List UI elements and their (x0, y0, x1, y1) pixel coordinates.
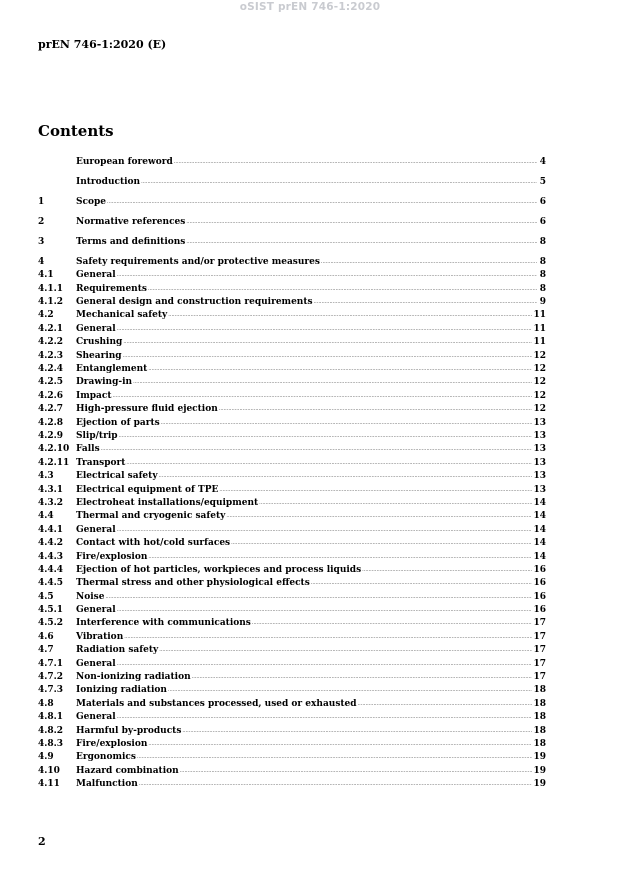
toc-entry-page: 18 (533, 738, 546, 749)
toc-entry-title: Electrical equipment of TPE (76, 484, 219, 495)
toc-entry-number: 4.2.4 (38, 364, 64, 375)
toc-entry[interactable] (38, 417, 546, 430)
toc-entry[interactable] (38, 350, 546, 363)
toc-entry-number: 4.2.3 (38, 350, 64, 361)
dot-leader (180, 764, 533, 778)
toc-entry-title: Thermal and cryogenic safety (76, 511, 226, 522)
dot-leader (311, 576, 533, 590)
toc-entry-title: Malfunction (76, 779, 138, 790)
page-number: 2 (38, 835, 46, 848)
toc-entry-number: 1 (38, 196, 45, 207)
dot-leader (117, 603, 533, 617)
toc-entry[interactable] (38, 658, 546, 671)
toc-entry-title: Noise (76, 591, 105, 602)
toc-entry-page: 17 (533, 645, 546, 656)
toc-entry-title: Harmful by-products (76, 725, 182, 736)
toc-entry-number: 4.7.1 (38, 658, 64, 669)
toc-entry-title: Ionizing radiation (76, 685, 167, 696)
dot-leader (159, 643, 532, 657)
toc-entry-number: 4.2.10 (38, 444, 70, 455)
toc-entry-title: Materials and substances processed, used or exhausted (76, 698, 357, 709)
toc-entry-number: 2 (38, 216, 45, 227)
toc-entry-number: 4.4.2 (38, 538, 64, 549)
toc-entry-page: 17 (533, 672, 546, 683)
dot-leader (141, 175, 537, 189)
toc-entry-title: Requirements (76, 283, 147, 294)
dot-leader (105, 590, 532, 604)
toc-entry-title: Slip/trip (76, 431, 118, 441)
dot-leader (123, 335, 532, 349)
toc-entry-page: 17 (533, 658, 546, 669)
dot-leader (219, 483, 532, 497)
toc-entry[interactable] (38, 256, 546, 269)
toc-entry-page: 9 (539, 297, 546, 308)
dot-leader (123, 349, 533, 363)
toc-entry[interactable] (38, 778, 546, 791)
toc-entry[interactable] (38, 390, 546, 403)
toc-entry-number: 4.3.1 (38, 484, 64, 495)
toc-entry-page: 16 (533, 591, 546, 602)
dot-leader (117, 657, 533, 671)
toc-entry[interactable] (38, 176, 546, 189)
dot-leader (362, 563, 532, 577)
toc-entry-number: 4.4.5 (38, 578, 64, 589)
toc-entry-page: 12 (533, 377, 546, 388)
toc-entry-page: 8 (539, 283, 546, 294)
toc-entry-page: 18 (533, 698, 546, 709)
toc-entry-title: Contact with hot/cold surfaces (76, 538, 231, 549)
toc-entry-title: Transport (76, 457, 126, 468)
toc-entry-number: 4 (38, 256, 45, 267)
toc-entry[interactable] (38, 484, 546, 497)
toc-entry[interactable] (38, 524, 546, 537)
toc-entry-title: Introduction (76, 176, 141, 187)
dot-leader (159, 469, 533, 483)
toc-entry-number: 4.2.7 (38, 404, 64, 415)
toc-entry-title: Fire/explosion (76, 551, 148, 562)
toc-entry-page: 13 (533, 471, 546, 482)
toc-entry-page: 11 (533, 323, 546, 334)
dot-leader (168, 308, 532, 322)
toc-entry-title: General (76, 658, 116, 669)
toc-entry-number: 4.2.6 (38, 390, 64, 401)
toc-entry[interactable] (38, 443, 546, 456)
toc-entry[interactable] (38, 725, 546, 738)
toc-entry[interactable] (38, 738, 546, 751)
toc-entry-title: Drawing-in (76, 377, 133, 388)
toc-entry-page: 8 (539, 236, 546, 247)
toc-entry[interactable] (38, 430, 546, 443)
toc-entry-page: 12 (533, 364, 546, 375)
toc-entry-number: 4.2.8 (38, 417, 64, 428)
dot-leader (133, 375, 532, 389)
toc-entry-page: 16 (533, 564, 546, 575)
toc-entry[interactable] (38, 269, 546, 282)
toc-entry-page: 12 (533, 404, 546, 415)
toc-entry[interactable] (38, 236, 546, 249)
toc-entry-number: 4.8.1 (38, 712, 64, 723)
toc-entry-title: Fire/explosion (76, 738, 148, 749)
dot-leader (186, 235, 537, 249)
toc-entry[interactable] (38, 631, 546, 644)
toc-entry-page: 17 (533, 618, 546, 629)
toc-entry-number: 4.9 (38, 752, 54, 763)
toc-entry-page: 12 (533, 390, 546, 401)
toc-entry-title: Thermal stress and other physiological effects (76, 578, 310, 589)
toc-entry[interactable] (38, 323, 546, 336)
toc-entry-title: Safety requirements and/or protective measures (76, 256, 320, 267)
toc-entry[interactable] (38, 156, 546, 169)
toc-entry-number: 4.4.4 (38, 564, 64, 575)
toc-entry-title: General (76, 605, 116, 616)
toc-entry-page: 18 (533, 712, 546, 723)
toc-entry-title: Hazard combination (76, 765, 179, 776)
toc-entry-page: 18 (533, 685, 546, 696)
dot-leader (126, 456, 532, 470)
toc-entry-title: Crushing (76, 337, 123, 348)
toc-entry-title: Mechanical safety (76, 310, 168, 321)
dot-leader (124, 630, 532, 644)
toc-entry[interactable] (38, 283, 546, 296)
dot-leader (113, 389, 533, 403)
toc-entry-page: 12 (533, 350, 546, 361)
toc-entry[interactable] (38, 403, 546, 416)
toc-entry[interactable] (38, 216, 546, 229)
toc-entry-number: 4.1.1 (38, 283, 64, 294)
toc-entry-page: 6 (539, 196, 546, 207)
toc-entry-page: 13 (533, 417, 546, 428)
toc-entry-title: Impact (76, 390, 112, 401)
toc-entry[interactable] (38, 577, 546, 590)
toc-entry-number: 4.4 (38, 511, 54, 522)
toc-entry[interactable] (38, 336, 546, 349)
toc-entry-number: 4.2.1 (38, 323, 64, 334)
dot-leader (139, 777, 533, 791)
toc-entry-title: Non-ionizing radiation (76, 672, 191, 683)
toc-entry-number: 4.10 (38, 765, 60, 776)
toc-entry-page: 19 (533, 752, 546, 763)
dot-leader (186, 215, 537, 229)
toc-entry-number: 4.5.1 (38, 605, 64, 616)
toc-entry-number: 4.7.3 (38, 685, 64, 696)
toc-entry-page: 4 (539, 157, 546, 167)
toc-entry-number: 4.2.11 (38, 457, 70, 468)
dot-leader (101, 442, 533, 456)
dot-leader (148, 550, 532, 564)
toc-entry-title: Ejection of parts (76, 417, 160, 428)
toc-entry-number: 4.8.2 (38, 725, 64, 736)
toc-entry-page: 6 (539, 216, 546, 227)
toc-entry-title: Ejection of hot particles, workpieces and process liquids (76, 564, 362, 575)
toc-entry[interactable] (38, 644, 546, 657)
toc-entry-page: 18 (533, 725, 546, 736)
toc-entry-title: General (76, 270, 116, 281)
dot-leader (148, 282, 537, 296)
toc-entry[interactable] (38, 196, 546, 209)
document-id: prEN 746-1:2020 (E) (38, 38, 167, 51)
toc-entry[interactable] (38, 309, 546, 322)
toc-entry-page: 5 (539, 176, 546, 187)
toc-entry-page: 17 (533, 631, 546, 642)
toc-entry-title: Normative references (76, 216, 186, 227)
dot-leader (321, 255, 537, 269)
dot-leader (161, 416, 533, 430)
toc-entry-number: 4.4.1 (38, 524, 64, 535)
toc-entry[interactable] (38, 470, 546, 483)
dot-leader (358, 697, 533, 711)
toc-entry-page: 8 (539, 256, 546, 267)
toc-entry-title: Vibration (76, 631, 124, 642)
toc-entry-number: 4.7 (38, 645, 54, 656)
toc-entry[interactable] (38, 564, 546, 577)
toc-entry-number: 4.7.2 (38, 672, 64, 683)
toc-entry-page: 19 (533, 765, 546, 776)
dot-leader (231, 536, 532, 550)
toc-entry[interactable] (38, 376, 546, 389)
dot-leader (117, 710, 533, 724)
toc-entry[interactable] (38, 363, 546, 376)
toc-entry[interactable] (38, 751, 546, 764)
toc-entry-title: General design and construction requirements (76, 297, 313, 308)
toc-entry-number: 4.8.3 (38, 738, 64, 749)
toc-entry[interactable] (38, 684, 546, 697)
watermark: oSIST prEN 746-1:2020 (239, 1, 381, 13)
dot-leader (219, 402, 533, 416)
toc-entry-title: Interference with communications (76, 618, 251, 629)
toc-entry[interactable] (38, 617, 546, 630)
toc-entry-title: Scope (76, 196, 107, 207)
dot-leader (314, 295, 537, 309)
dot-leader (148, 362, 532, 376)
toc-entry-number: 4.11 (38, 779, 60, 790)
toc-entry[interactable] (38, 591, 546, 604)
toc-entry-number: 4.1.2 (38, 297, 64, 308)
toc-entry-page: 14 (533, 551, 546, 562)
toc-entry-page: 13 (533, 431, 546, 441)
contents-heading: Contents (38, 122, 114, 140)
toc-entry-page: 14 (533, 524, 546, 535)
table-of-contents (38, 156, 546, 792)
toc-entry-title: European foreword (76, 157, 173, 167)
toc-entry-number: 3 (38, 236, 45, 247)
dot-leader (119, 429, 533, 443)
dot-leader (168, 683, 533, 697)
toc-entry-page: 11 (533, 337, 546, 348)
toc-entry[interactable] (38, 604, 546, 617)
dot-leader (148, 737, 532, 751)
toc-entry-title: Ergonomics (76, 752, 136, 763)
toc-entry-page: 8 (539, 270, 546, 281)
dot-leader (174, 155, 537, 169)
dot-leader (117, 523, 533, 537)
toc-entry-title: Falls (76, 444, 100, 455)
toc-entry-page: 13 (533, 484, 546, 495)
toc-entry-number: 4.5 (38, 591, 54, 602)
toc-entry-number: 4.1 (38, 270, 54, 281)
toc-entry-title: General (76, 524, 116, 535)
toc-entry[interactable] (38, 510, 546, 523)
toc-entry-title: Shearing (76, 350, 122, 361)
toc-entry[interactable] (38, 537, 546, 550)
dot-leader (182, 724, 532, 738)
toc-entry[interactable] (38, 671, 546, 684)
toc-entry[interactable] (38, 457, 546, 470)
toc-entry-page: 16 (533, 578, 546, 589)
dot-leader (117, 268, 537, 282)
toc-entry-page: 16 (533, 605, 546, 616)
toc-entry[interactable] (38, 765, 546, 778)
toc-entry-page: 14 (533, 497, 546, 508)
toc-entry-title: High-pressure fluid ejection (76, 404, 218, 415)
toc-entry-number: 4.2.5 (38, 377, 64, 388)
dot-leader (117, 322, 533, 336)
toc-entry-title: General (76, 323, 116, 334)
toc-entry-page: 14 (533, 511, 546, 522)
toc-entry[interactable] (38, 698, 546, 711)
toc-entry-number: 4.8 (38, 698, 54, 709)
dot-leader (137, 750, 533, 764)
toc-entry-page: 19 (533, 779, 546, 790)
toc-entry[interactable] (38, 296, 546, 309)
dot-leader (192, 670, 533, 684)
dot-leader (226, 509, 532, 523)
toc-entry-title: Electrical safety (76, 471, 158, 482)
toc-entry-page: 13 (533, 444, 546, 455)
toc-entry-title: Radiation safety (76, 645, 159, 656)
toc-entry-title: Terms and definitions (76, 236, 186, 247)
toc-entry[interactable] (38, 551, 546, 564)
toc-entry-number: 4.2 (38, 310, 54, 321)
toc-entry-number: 4.4.3 (38, 551, 64, 562)
toc-entry-page: 11 (533, 310, 546, 321)
toc-entry-number: 4.2.9 (38, 431, 64, 441)
toc-entry[interactable] (38, 497, 546, 510)
toc-entry-title: Entanglement (76, 364, 148, 375)
dot-leader (107, 195, 537, 209)
dot-leader (252, 616, 533, 630)
toc-entry-title: General (76, 712, 116, 723)
toc-entry-number: 4.6 (38, 631, 54, 642)
toc-entry-number: 4.3 (38, 471, 54, 482)
toc-entry-page: 14 (533, 538, 546, 549)
dot-leader (259, 496, 532, 510)
toc-entry-number: 4.5.2 (38, 618, 64, 629)
toc-entry-page: 13 (533, 457, 546, 468)
toc-entry-number: 4.2.2 (38, 337, 64, 348)
toc-entry-number: 4.3.2 (38, 497, 64, 508)
toc-entry[interactable] (38, 711, 546, 724)
toc-entry-title: Electroheat installations/equipment (76, 497, 259, 508)
